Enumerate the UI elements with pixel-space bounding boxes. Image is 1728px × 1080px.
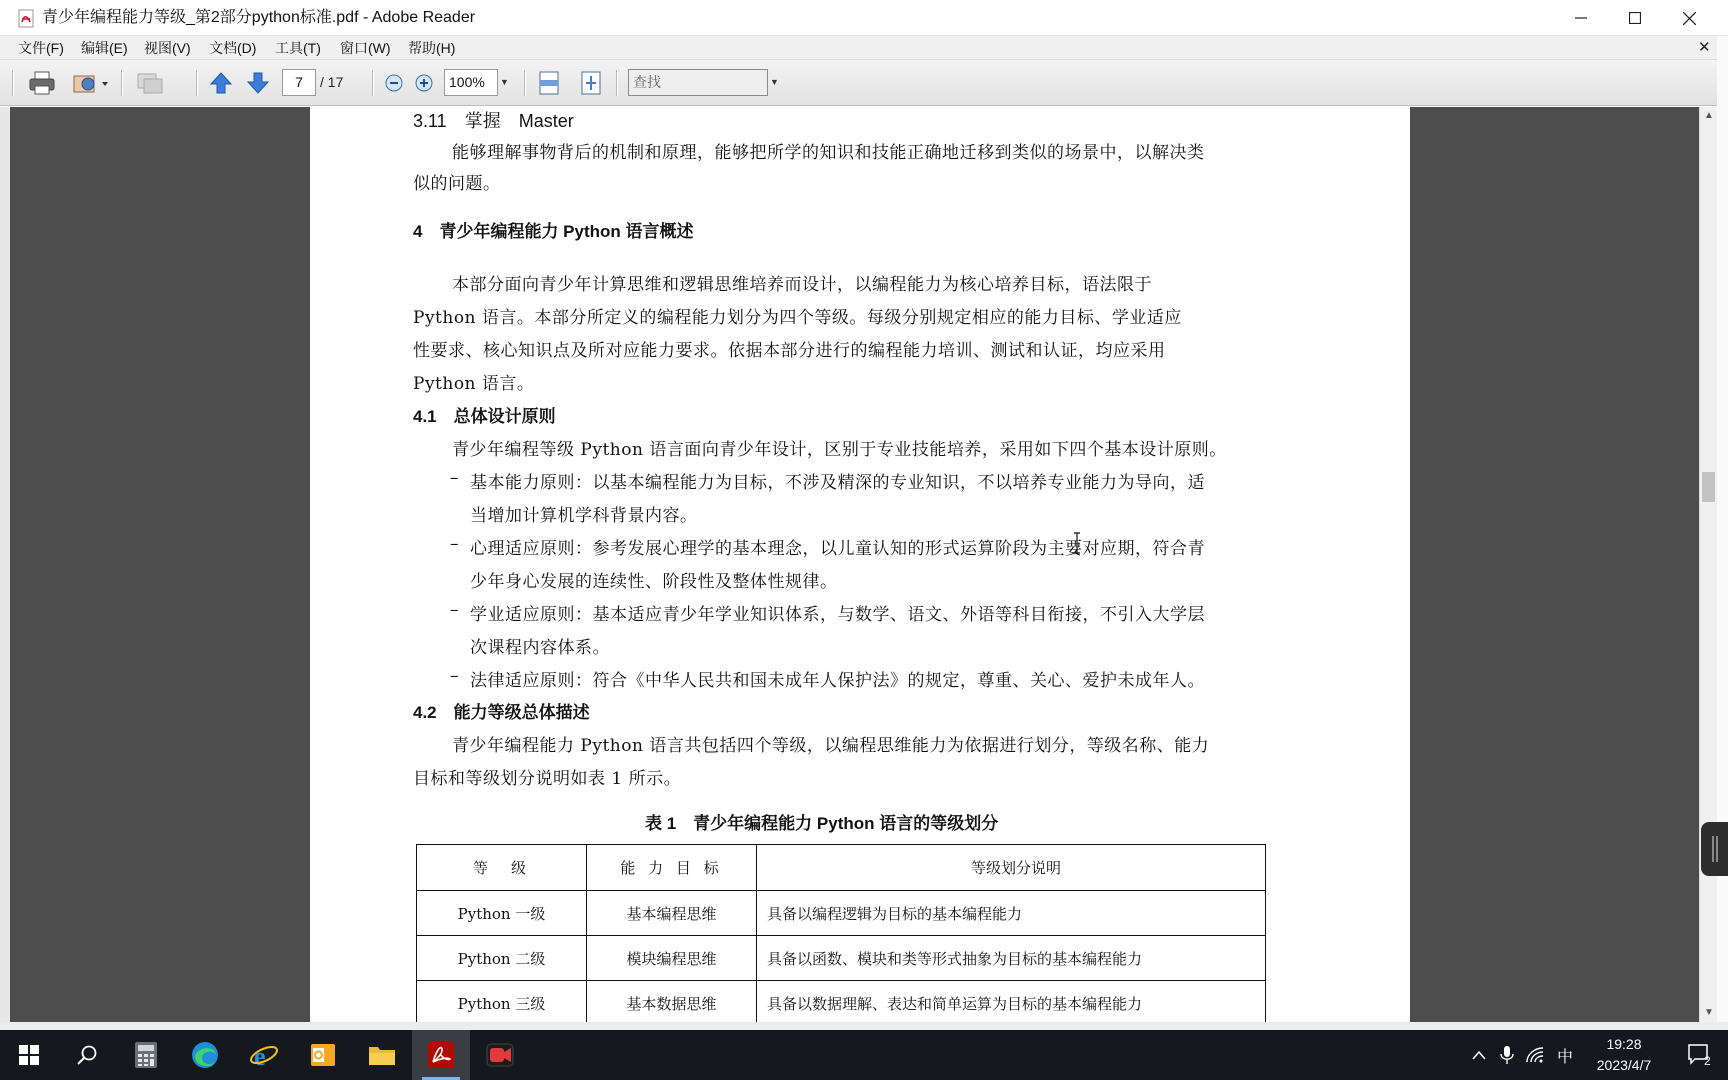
zoom-out-icon: [384, 73, 404, 93]
search-button[interactable]: [58, 1030, 116, 1080]
status-bar: [0, 1022, 1728, 1030]
table-cell: 基本编程思维: [587, 891, 757, 936]
taskbar: [0, 1030, 1728, 1080]
printer-icon: [28, 70, 56, 96]
edge-browser-app[interactable]: [176, 1030, 234, 1080]
bullet-dash: –: [450, 600, 459, 620]
outlook-icon: [309, 1041, 337, 1069]
video-camera-icon: [486, 1042, 514, 1068]
bullet-line: 当增加计算机学科背景内容。: [470, 506, 698, 526]
input-method-indicator[interactable]: 中: [1556, 1048, 1573, 1066]
menu-bar: [0, 36, 1728, 60]
search-dropdown-button[interactable]: [770, 69, 782, 96]
menu-view[interactable]: 视图(V): [144, 40, 191, 56]
left-panel-edge: [0, 107, 10, 1022]
paragraph-line: 目标和等级划分说明如表 1 所示。: [413, 769, 682, 789]
toolbar: [0, 60, 1728, 106]
arrow-up-icon: [209, 71, 233, 95]
clock-time: 19:28: [1606, 1036, 1642, 1052]
level-table: [416, 844, 1266, 1022]
edge-icon: [190, 1040, 220, 1070]
internet-explorer-app[interactable]: [235, 1030, 293, 1080]
notification-count: 2: [1704, 1054, 1711, 1068]
pdf-page: [310, 107, 1410, 1022]
wifi-icon: [1526, 1047, 1544, 1063]
close-window-button[interactable]: [1662, 0, 1716, 36]
clock-date: 2023/4/7: [1596, 1057, 1652, 1073]
show-hidden-icons-button[interactable]: [1466, 1030, 1492, 1080]
zoom-level-input[interactable]: 100%: [444, 69, 498, 96]
table-header-cell: 等 级: [417, 845, 587, 891]
close-icon: [1683, 12, 1696, 25]
network-button[interactable]: [1522, 1030, 1548, 1080]
zoom-in-icon: [414, 73, 434, 93]
svg-text:e: e: [254, 1042, 266, 1070]
table-cell: 基本数据思维: [587, 981, 757, 1023]
search-icon: [76, 1044, 98, 1066]
share-icon: [71, 70, 111, 96]
document-viewport[interactable]: [10, 107, 1699, 1022]
menu-tools[interactable]: 工具(T): [275, 40, 321, 56]
vertical-scrollbar[interactable]: [1699, 107, 1717, 1022]
bullet-dash: –: [450, 666, 459, 686]
paragraph-line: Python 语言。: [413, 374, 535, 394]
toolbar-separator: [524, 70, 526, 96]
previous-page-button[interactable]: [206, 68, 236, 98]
bullet-line: 法律适应原则：符合《中华人民共和国未成年人保护法》的规定，尊重、关心、爱护未成年人。: [470, 671, 1205, 691]
zoom-in-button[interactable]: [412, 68, 436, 98]
table-header-cell: 等级划分说明: [757, 845, 1266, 891]
text-cursor-icon: [1072, 532, 1082, 554]
window-title: 青少年编程能力等级_第2部分python标准.pdf - Adobe Reader: [42, 9, 476, 26]
toolbar-separator: [196, 70, 198, 96]
calculator-icon: [134, 1041, 158, 1069]
fit-page-button[interactable]: [576, 68, 606, 98]
table-cell: 具备以函数、模块和类等形式抽象为目标的基本编程能力: [757, 936, 1266, 981]
search-input[interactable]: 查找: [628, 69, 768, 96]
toolbar-separator: [121, 70, 123, 96]
pdf-file-icon: [18, 9, 36, 28]
windows-icon: [19, 1045, 39, 1065]
close-document-button[interactable]: ✕: [1698, 39, 1711, 56]
section-heading: 3.11 掌握 Master: [413, 111, 574, 131]
bullet-line: 基本能力原则：以基本编程能力为目标，不涉及精深的专业知识，不以培养专业能力为导向，适: [470, 473, 1205, 493]
maximize-icon: [1629, 12, 1641, 24]
table-row: [417, 936, 1266, 981]
chevron-down-icon: ▼: [770, 77, 779, 87]
file-explorer-app[interactable]: [353, 1030, 411, 1080]
zoom-dropdown-button[interactable]: [500, 69, 512, 96]
bullet-dash: –: [450, 534, 459, 554]
microphone-icon: [1500, 1045, 1514, 1065]
email-share-button[interactable]: [68, 68, 114, 98]
clock[interactable]: [1584, 1034, 1664, 1076]
table-row: [417, 981, 1266, 1023]
table-cell: 具备以数据理解、表达和简单运算为目标的基本编程能力: [757, 981, 1266, 1023]
microphone-button[interactable]: [1494, 1030, 1520, 1080]
arrow-down-icon: [246, 71, 270, 95]
fit-width-icon: [538, 71, 560, 95]
fit-width-button[interactable]: [534, 68, 564, 98]
table-header-row: [417, 845, 1266, 891]
chevron-down-icon: ▼: [500, 77, 509, 87]
side-panel-handle[interactable]: [1701, 822, 1728, 876]
bullet-line: 少年身心发展的连续性、阶段性及整体性规律。: [470, 572, 838, 592]
table-cell: Python 二级: [417, 936, 587, 981]
menu-edit[interactable]: 编辑(E): [81, 40, 128, 56]
table-cell: Python 三级: [417, 981, 587, 1023]
start-button[interactable]: [0, 1030, 58, 1080]
scroll-up-button[interactable]: [1700, 107, 1718, 125]
page-total-label: / 17: [320, 74, 344, 90]
table-caption: 表 1 青少年编程能力 Python 语言的等级划分: [645, 814, 999, 833]
section-heading: 4.2 能力等级总体描述: [413, 703, 590, 722]
table-cell: 模块编程思维: [587, 936, 757, 981]
bullet-line: 学业适应原则：基本适应青少年学业知识体系，与数学、语文、外语等科目衔接，不引入大学层: [470, 605, 1205, 625]
table-cell: Python 一级: [417, 891, 587, 936]
adobe-reader-icon: [427, 1041, 455, 1069]
table-cell: 具备以编程逻辑为目标的基本编程能力: [757, 891, 1266, 936]
toolbar-separator: [372, 70, 374, 96]
paragraph-line: Python 语言。本部分所定义的编程能力划分为四个等级。每级分别规定相应的能力目标、学业适应: [413, 308, 1182, 328]
chevron-down-icon: ▼: [1704, 1007, 1714, 1018]
bullet-line: 心理适应原则：参考发展心理学的基本理念，以儿童认知的形式运算阶段为主要对应期，符合青: [470, 539, 1205, 559]
collaborate-button[interactable]: [132, 68, 168, 98]
toolbar-grip: [12, 70, 14, 96]
paragraph-line: 似的问题。: [413, 174, 501, 194]
calculator-app[interactable]: [117, 1030, 175, 1080]
scrollbar-thumb[interactable]: [1702, 472, 1715, 502]
minimize-button[interactable]: [1554, 0, 1608, 36]
menu-window[interactable]: 窗口(W): [340, 40, 391, 56]
paragraph-line: 本部分面向青少年计算思维和逻辑思维培养而设计，以编程能力为核心培养目标，语法限于: [452, 275, 1152, 295]
paragraph-line: 性要求、核心知识点及所对应能力要求。依据本部分进行的编程能力培训、测试和认证，均应采用: [413, 341, 1166, 361]
zoom-out-button[interactable]: [382, 68, 406, 98]
chevron-up-icon: [1472, 1050, 1486, 1060]
next-page-button[interactable]: [243, 68, 273, 98]
collaborate-icon: [134, 70, 166, 96]
adobe-reader-app[interactable]: [412, 1030, 470, 1080]
paragraph-line: 能够理解事物背后的机制和原理，能够把所学的知识和技能正确地迁移到类似的场景中，以解决类: [452, 143, 1205, 163]
bullet-dash: –: [450, 468, 459, 488]
section-heading: 4 青少年编程能力 Python 语言概述: [413, 222, 694, 241]
outlook-app[interactable]: [294, 1030, 352, 1080]
maximize-button[interactable]: [1608, 0, 1662, 36]
menu-file[interactable]: 文件(F): [18, 40, 64, 56]
ie-icon: [249, 1040, 279, 1070]
paragraph-line: 青少年编程能力 Python 语言共包括四个等级，以编程思维能力为依据进行划分，等级名称、能力: [452, 736, 1210, 756]
bullet-line: 次课程内容体系。: [470, 638, 610, 658]
page-number-input[interactable]: 7: [282, 69, 316, 96]
table-row: [417, 891, 1266, 936]
fit-page-icon: [580, 71, 602, 95]
toolbar-separator: [616, 70, 618, 96]
section-heading: 4.1 总体设计原则: [413, 407, 556, 426]
minimize-icon: [1575, 12, 1587, 24]
scroll-down-button[interactable]: [1700, 1004, 1718, 1022]
notification-center-button[interactable]: [1680, 1030, 1720, 1080]
menu-document[interactable]: 文档(D): [209, 40, 257, 56]
chevron-up-icon: ▲: [1704, 110, 1714, 121]
title-bar: [0, 0, 1728, 36]
print-button[interactable]: [24, 68, 60, 98]
folder-icon: [368, 1043, 396, 1067]
table-header-cell: 能 力 目 标: [587, 845, 757, 891]
recorder-app[interactable]: [471, 1030, 529, 1080]
menu-help[interactable]: 帮助(H): [408, 40, 456, 56]
paragraph-line: 青少年编程等级 Python 语言面向青少年设计，区别于专业技能培养，采用如下四个基本设计原则。: [452, 440, 1227, 460]
